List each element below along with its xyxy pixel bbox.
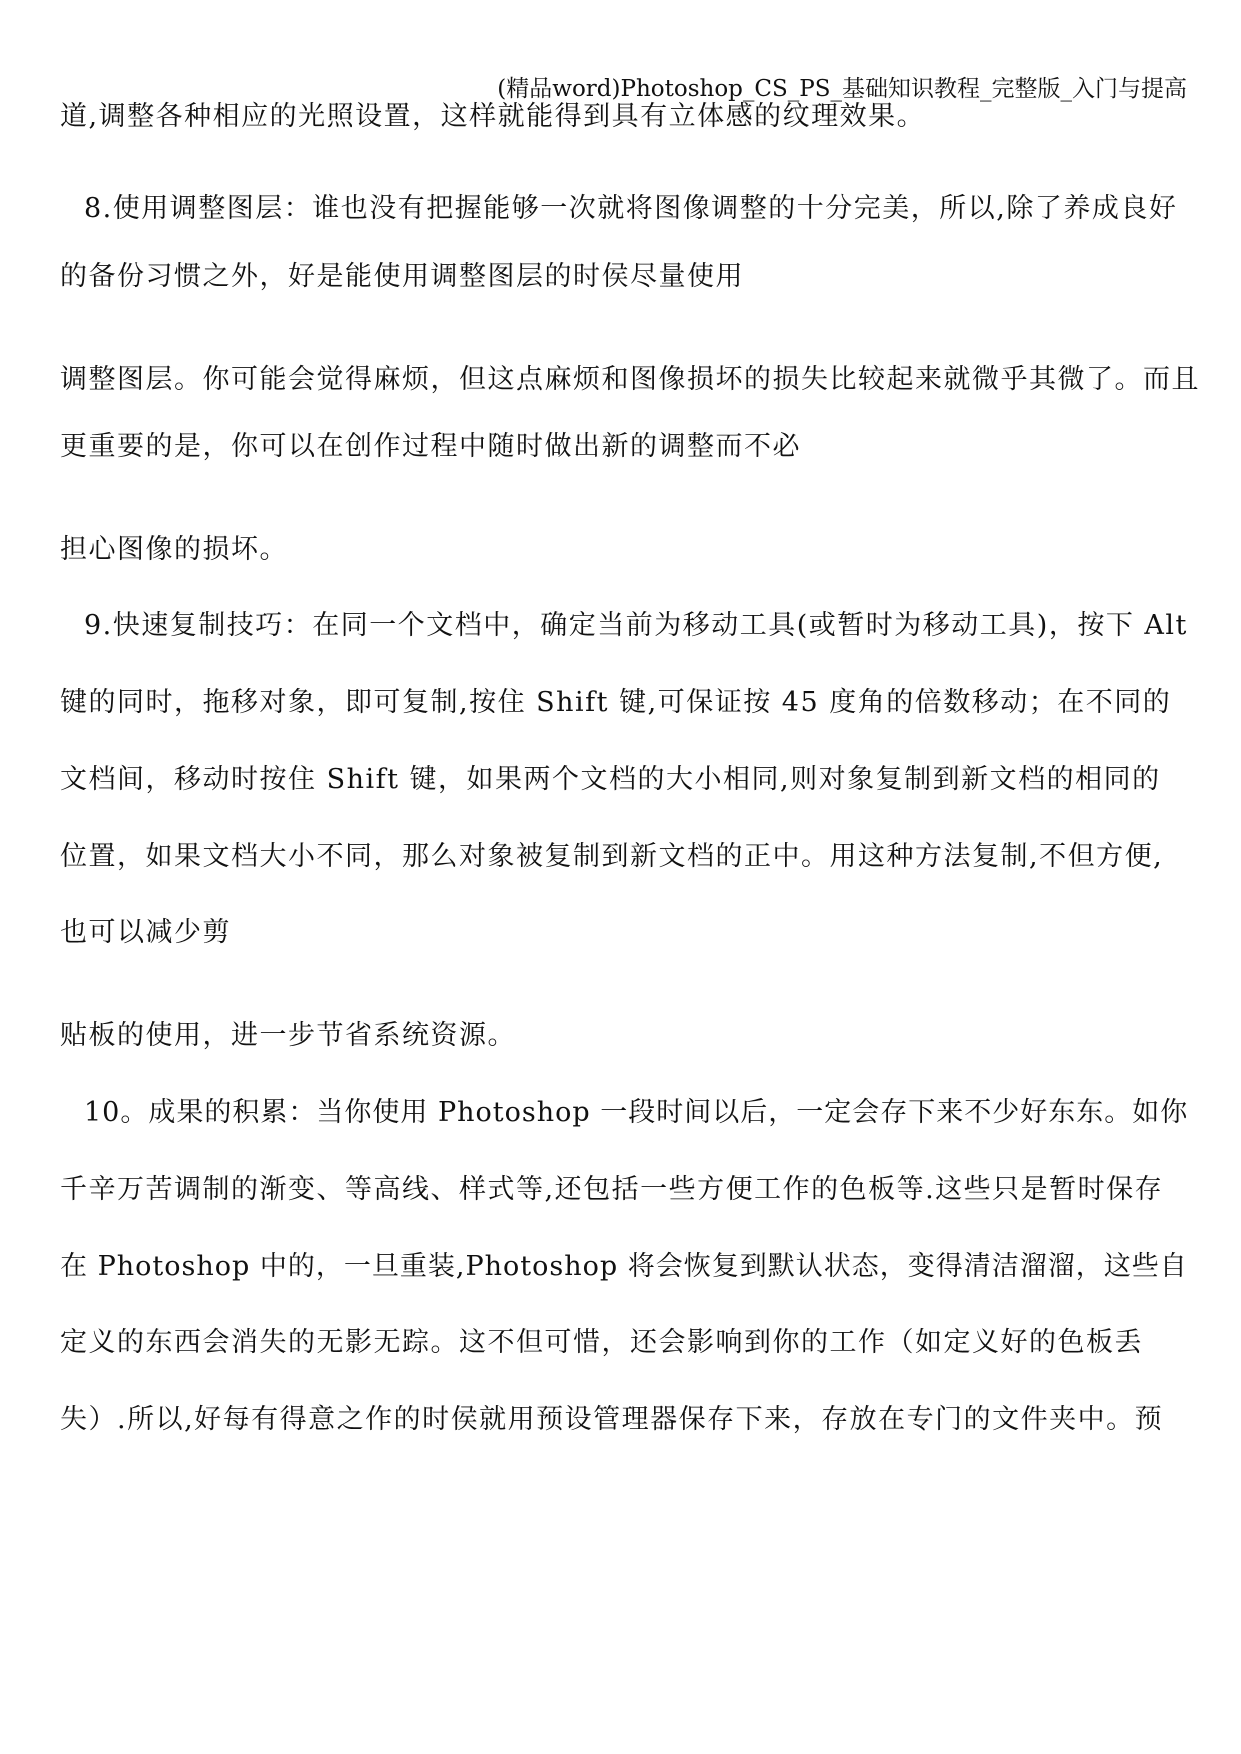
text-line: 贴板的使用，进一步节省系统资源。 — [60, 1020, 516, 1051]
text-line: 文档间，移动时按住 Shift 键，如果两个文档的大小相同,则对象复制到新文档的相同的 — [60, 764, 1161, 795]
text-line: 8.使用调整图层：谁也没有把握能够一次就将图像调整的十分完美，所以,除了养成良好 — [84, 193, 1178, 224]
text-line: 道,调整各种相应的光照设置，这样就能得到具有立体感的纹理效果。 — [60, 101, 926, 132]
text-line: 10。成果的积累：当你使用 Photoshop 一段时间以后，一定会存下来不少好东东。如你 — [84, 1097, 1189, 1128]
text-line: 更重要的是，你可以在创作过程中随时做出新的调整而不必 — [60, 431, 801, 462]
text-line: 也可以减少剪 — [60, 917, 231, 948]
text-line: 调整图层。你可能会觉得麻烦，但这点麻烦和图像损坏的损失比较起来就微乎其微了。而且 — [60, 364, 1200, 395]
text-line: 千辛万苦调制的渐变、等高线、样式等,还包括一些方便工作的色板等.这些只是暂时保存 — [60, 1174, 1164, 1205]
text-line: 失）.所以,好每有得意之作的时侯就用预设管理器保存下来，存放在专门的文件夹中。预 — [60, 1404, 1164, 1435]
text-line: 定义的东西会消失的无影无踪。这不但可惜，还会影响到你的工作（如定义好的色板丢 — [60, 1327, 1143, 1358]
text-line: 在 Photoshop 中的，一旦重装,Photoshop 将会恢复到默认状态，变得清洁溜溜，这些自 — [60, 1251, 1188, 1282]
document-header: (精品word)Photoshop_CS_PS_基础知识教程_完整版_入门与提高 — [497, 76, 1187, 102]
text-line: 9.快速复制技巧：在同一个文档中，确定当前为移动工具(或暂时为移动工具)，按下 Alt — [84, 610, 1188, 641]
text-line: 担心图像的损坏。 — [60, 534, 288, 565]
text-line: 的备份习惯之外，好是能使用调整图层的时侯尽量使用 — [60, 261, 744, 292]
text-line: 键的同时，拖移对象，即可复制,按住 Shift 键,可保证按 45 度角的倍数移动；在不同的 — [60, 687, 1172, 718]
text-line: 位置，如果文档大小不同，那么对象被复制到新文档的正中。用这种方法复制,不但方便, — [60, 841, 1164, 872]
